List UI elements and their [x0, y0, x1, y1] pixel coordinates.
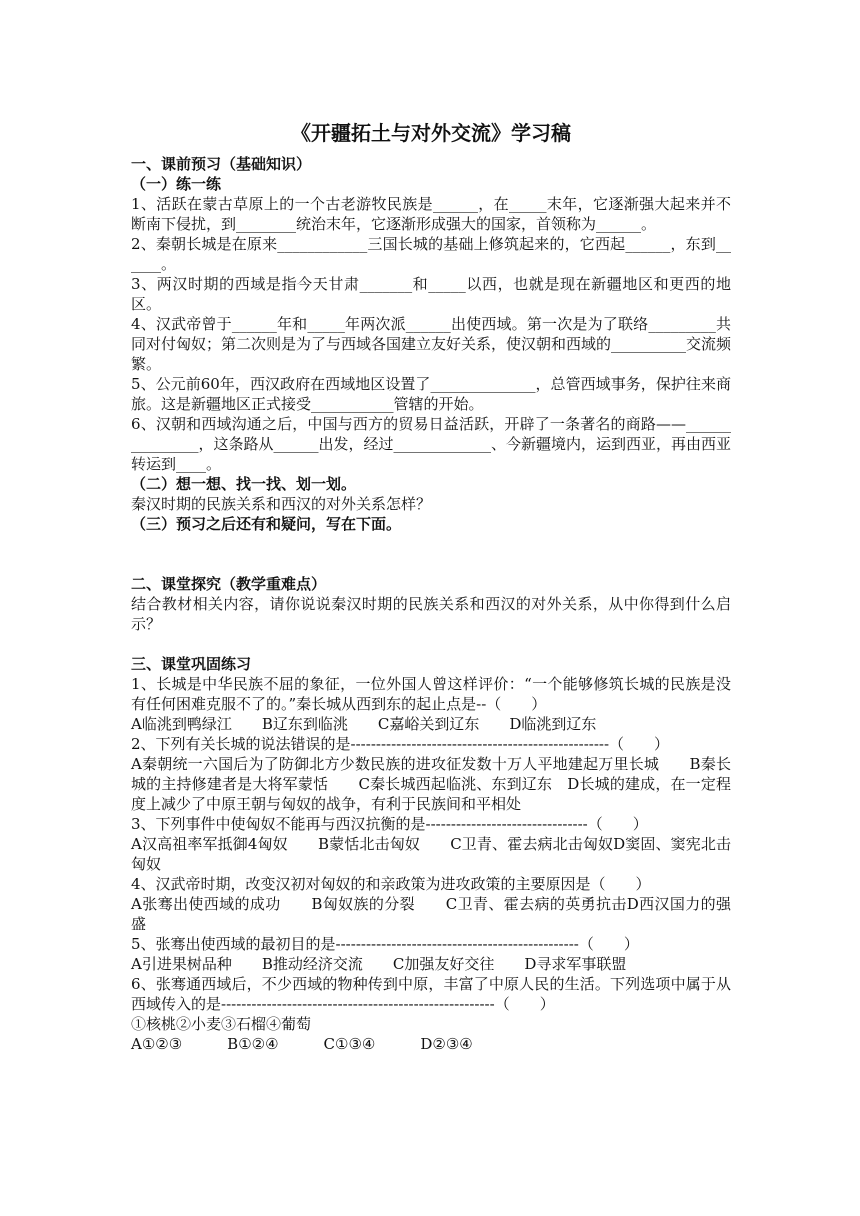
exercise-q5: 5、张骞出使西域的最初目的是------------------------------------------------（ ） [131, 935, 639, 953]
document-title: 《开疆拓土与对外交流》学习稿 [291, 121, 571, 145]
exercise-q4: 4、汉武帝时期，改变汉初对匈奴的和亲政策为进攻政策的主要原因是（ ） [131, 875, 651, 893]
exercise-q3: 3、下列事件中使匈奴不能再与西汉抗衡的是--------------------------------（ ） [131, 815, 648, 833]
preview-q6: 6、汉朝和西域沟通之后，中国与西方的贸易日益活跃，开辟了一条著名的商路——_______________，这条路从______出发，经过_____________、今新疆境内，运到西亚，再由西亚转运到____。 [131, 415, 732, 473]
exercise-q6-items: ①核桃②小麦③石榴④葡萄 [131, 1015, 312, 1033]
document-page [131, 118, 731, 1054]
exercise-q2: 2、下列有关长城的说法错误的是---------------------------------------------------（ ） [131, 735, 670, 753]
exercise-q4-options: A张骞出使西域的成功 B匈奴族的分裂 C卫青、霍去病的英勇抗击D西汉国力的强盛 [131, 895, 731, 933]
section1-sub2: （二）想一想、找一找、划一划。 [131, 475, 357, 493]
section2-text: 结合教材相关内容，请你说说秦汉时期的民族关系和西汉的对外关系，从中你得到什么启示？ [131, 595, 731, 633]
section1-heading: 一、课前预习（基础知识） [131, 155, 312, 173]
section2-heading: 二、课堂探究（教学重难点） [131, 575, 327, 593]
section3-heading: 三、课堂巩固练习 [131, 655, 252, 673]
exercise-q6: 6、张骞通西域后，不少西域的物种传到中原，丰富了中原人民的生活。下列选项中属于从西域传入的是------------------------------------------------------（ ） [131, 975, 731, 1013]
preview-q1: 1、活跃在蒙古草原上的一个古老游牧民族是______，在_____末年，它逐渐强大起来并不断南下侵扰，到________统治末年，它逐渐形成强大的国家，首领称为______。 [131, 195, 731, 233]
preview-q3: 3、两汉时期的西域是指今天甘肃_______和_____以西，也就是现在新疆地区和更西的地区。 [131, 275, 731, 313]
exercise-q5-options: A引进果树品种 B推动经济交流 C加强友好交往 D寻求军事联盟 [131, 955, 627, 973]
blank-space [131, 534, 731, 574]
preview-q2: 2、秦朝长城是在原来____________三国长城的基础上修筑起来的，它西起______，东到______。 [131, 235, 731, 273]
exercise-q1: 1、长城是中华民族不屈的象征，一位外国人曾这样评价：“一个能够修筑长城的民族是没有任何困难克服不了的。”秦长城从西到东的起止点是--（ ） [131, 675, 731, 713]
preview-q5: 5、公元前60年，西汉政府在西域地区设置了______________，总管西域事务，保护往来商旅。这是新疆地区正式接受___________管辖的开始。 [131, 375, 731, 413]
exercise-q2-options: A秦朝统一六国后为了防御北方少数民族的进攻征发数十万人平地建起万里长城 B秦长城的主持修建者是大将军蒙恬 C秦长城西起临洮、东到辽东 D长城的建成，在一定程度上减少了中原王朝与匈奴的战争，有利于民族间和平相处 [131, 755, 731, 813]
exercise-q3-options: A汉高祖率军抵御4匈奴 B蒙恬北击匈奴 C卫青、霍去病北击匈奴D窦固、窦宪北击匈奴 [131, 835, 731, 873]
preview-q4: 4、汉武帝曾于______年和_____年两次派______出使西域。第一次是为了联络_________共同对付匈奴；第二次则是为了与西域各国建立友好关系，使汉朝和西域的__________交流频繁。 [131, 315, 732, 373]
blank-space [131, 634, 731, 654]
think-question: 秦汉时期的民族关系和西汉的对外关系怎样？ [131, 495, 432, 513]
exercise-q6-options: A①②③ B①②④ C①③④ D②③④ [131, 1035, 473, 1053]
section1-sub1: （一）练一练 [131, 175, 222, 193]
section1-sub3: （三）预习之后还有和疑问，写在下面。 [131, 515, 402, 533]
exercise-q1-options: A临洮到鸭绿江 B辽东到临洮 C嘉峪关到辽东 D临洮到辽东 [131, 715, 597, 733]
